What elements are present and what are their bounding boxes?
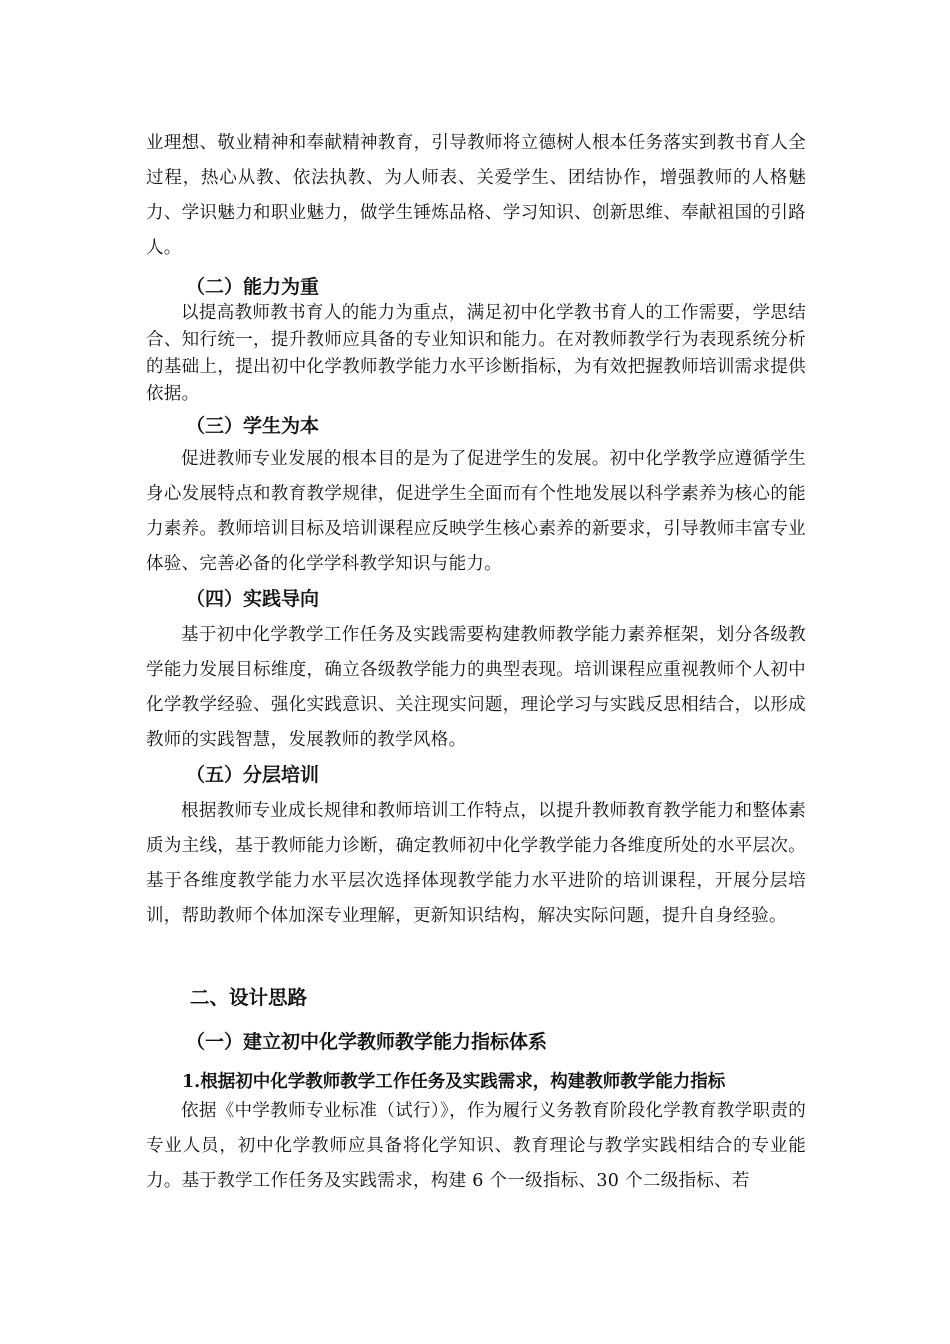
- heading-item-1: 1.根据初中化学教师教学工作任务及实践需求，构建教师教学能力指标: [182, 1072, 726, 1092]
- heading-student-centered: （三）学生为本: [186, 415, 320, 437]
- paragraph-continued: 业理想、敬业精神和奉献精神教育，引导教师将立德树人根本任务落实到教书育人全过程，热心从教、依法执教、为人师表、关爱学生、团结协作，增强教师的人格魅力、学识魅力和职业魅力，做学生锤炼品格、学习知识、创新思维、奉献祖国的引路人。: [146, 133, 806, 258]
- paragraph-tiered-training: 根据教师专业成长规律和教师培训工作特点，以提升教师教育教学能力和整体素质为主线，基于教师能力诊断，确定教师初中化学教学能力各维度所处的水平层次。基于各维度教学能力水平层次选择体现教学能力水平进阶的培训课程，开展分层培训，帮助教师个体加深专业理解，更新知识结构，解决实际问题，提升自身经验。: [146, 801, 806, 926]
- heading-tiered-training: （五）分层培训: [186, 764, 320, 786]
- heading-ability-focus: （二）能力为重: [186, 276, 320, 298]
- paragraph-practice-oriented: 基于初中化学教学工作任务及实践需要构建教师教学能力素养框架，划分各级教学能力发展目标维度，确立各级教学能力的典型表现。培训课程应重视教师个人初中化学教学经验、强化实践意识、关注现实问题，理论学习与实践反思相结合，以形成教师的实践智慧，发展教师的教学风格。: [146, 625, 806, 750]
- paragraph-ability-focus: 以提高教师教书育人的能力为重点，满足初中化学教书育人的工作需要，学思结合、知行统一，提升教师应具备的专业知识和能力。在对教师教学行为表现系统分析的基础上，提出初中化学教师教学能力水平诊断指标，为有效把握教师培训需求提供依据。: [146, 303, 806, 404]
- paragraph-item-1: 依据《中学教师专业标准（试行）》，作为履行义务教育阶段化学教育教学职责的专业人员，初中化学教师应具备将化学知识、教育理论与教学实践相结合的专业能力。基于教学工作任务及实践需求，构建 6 个一级指标、30 个二级指标、若: [146, 1101, 806, 1191]
- paragraph-student-centered: 促进教师专业发展的根本目的是为了促进学生的发展。初中化学教学应遵循学生身心发展特点和教育教学规律，促进学生全面而有个性地发展以科学素养为核心的能力素养。教师培训目标及培训课程应反映学生核心素养的新要求，引导教师丰富专业体验、完善必备的化学学科教学知识与能力。: [146, 449, 806, 574]
- heading-indicator-system: （一）建立初中化学教师教学能力指标体系: [186, 1031, 548, 1053]
- heading-practice-oriented: （四）实践导向: [186, 588, 320, 610]
- section-heading-design: 二、设计思路: [190, 986, 308, 1009]
